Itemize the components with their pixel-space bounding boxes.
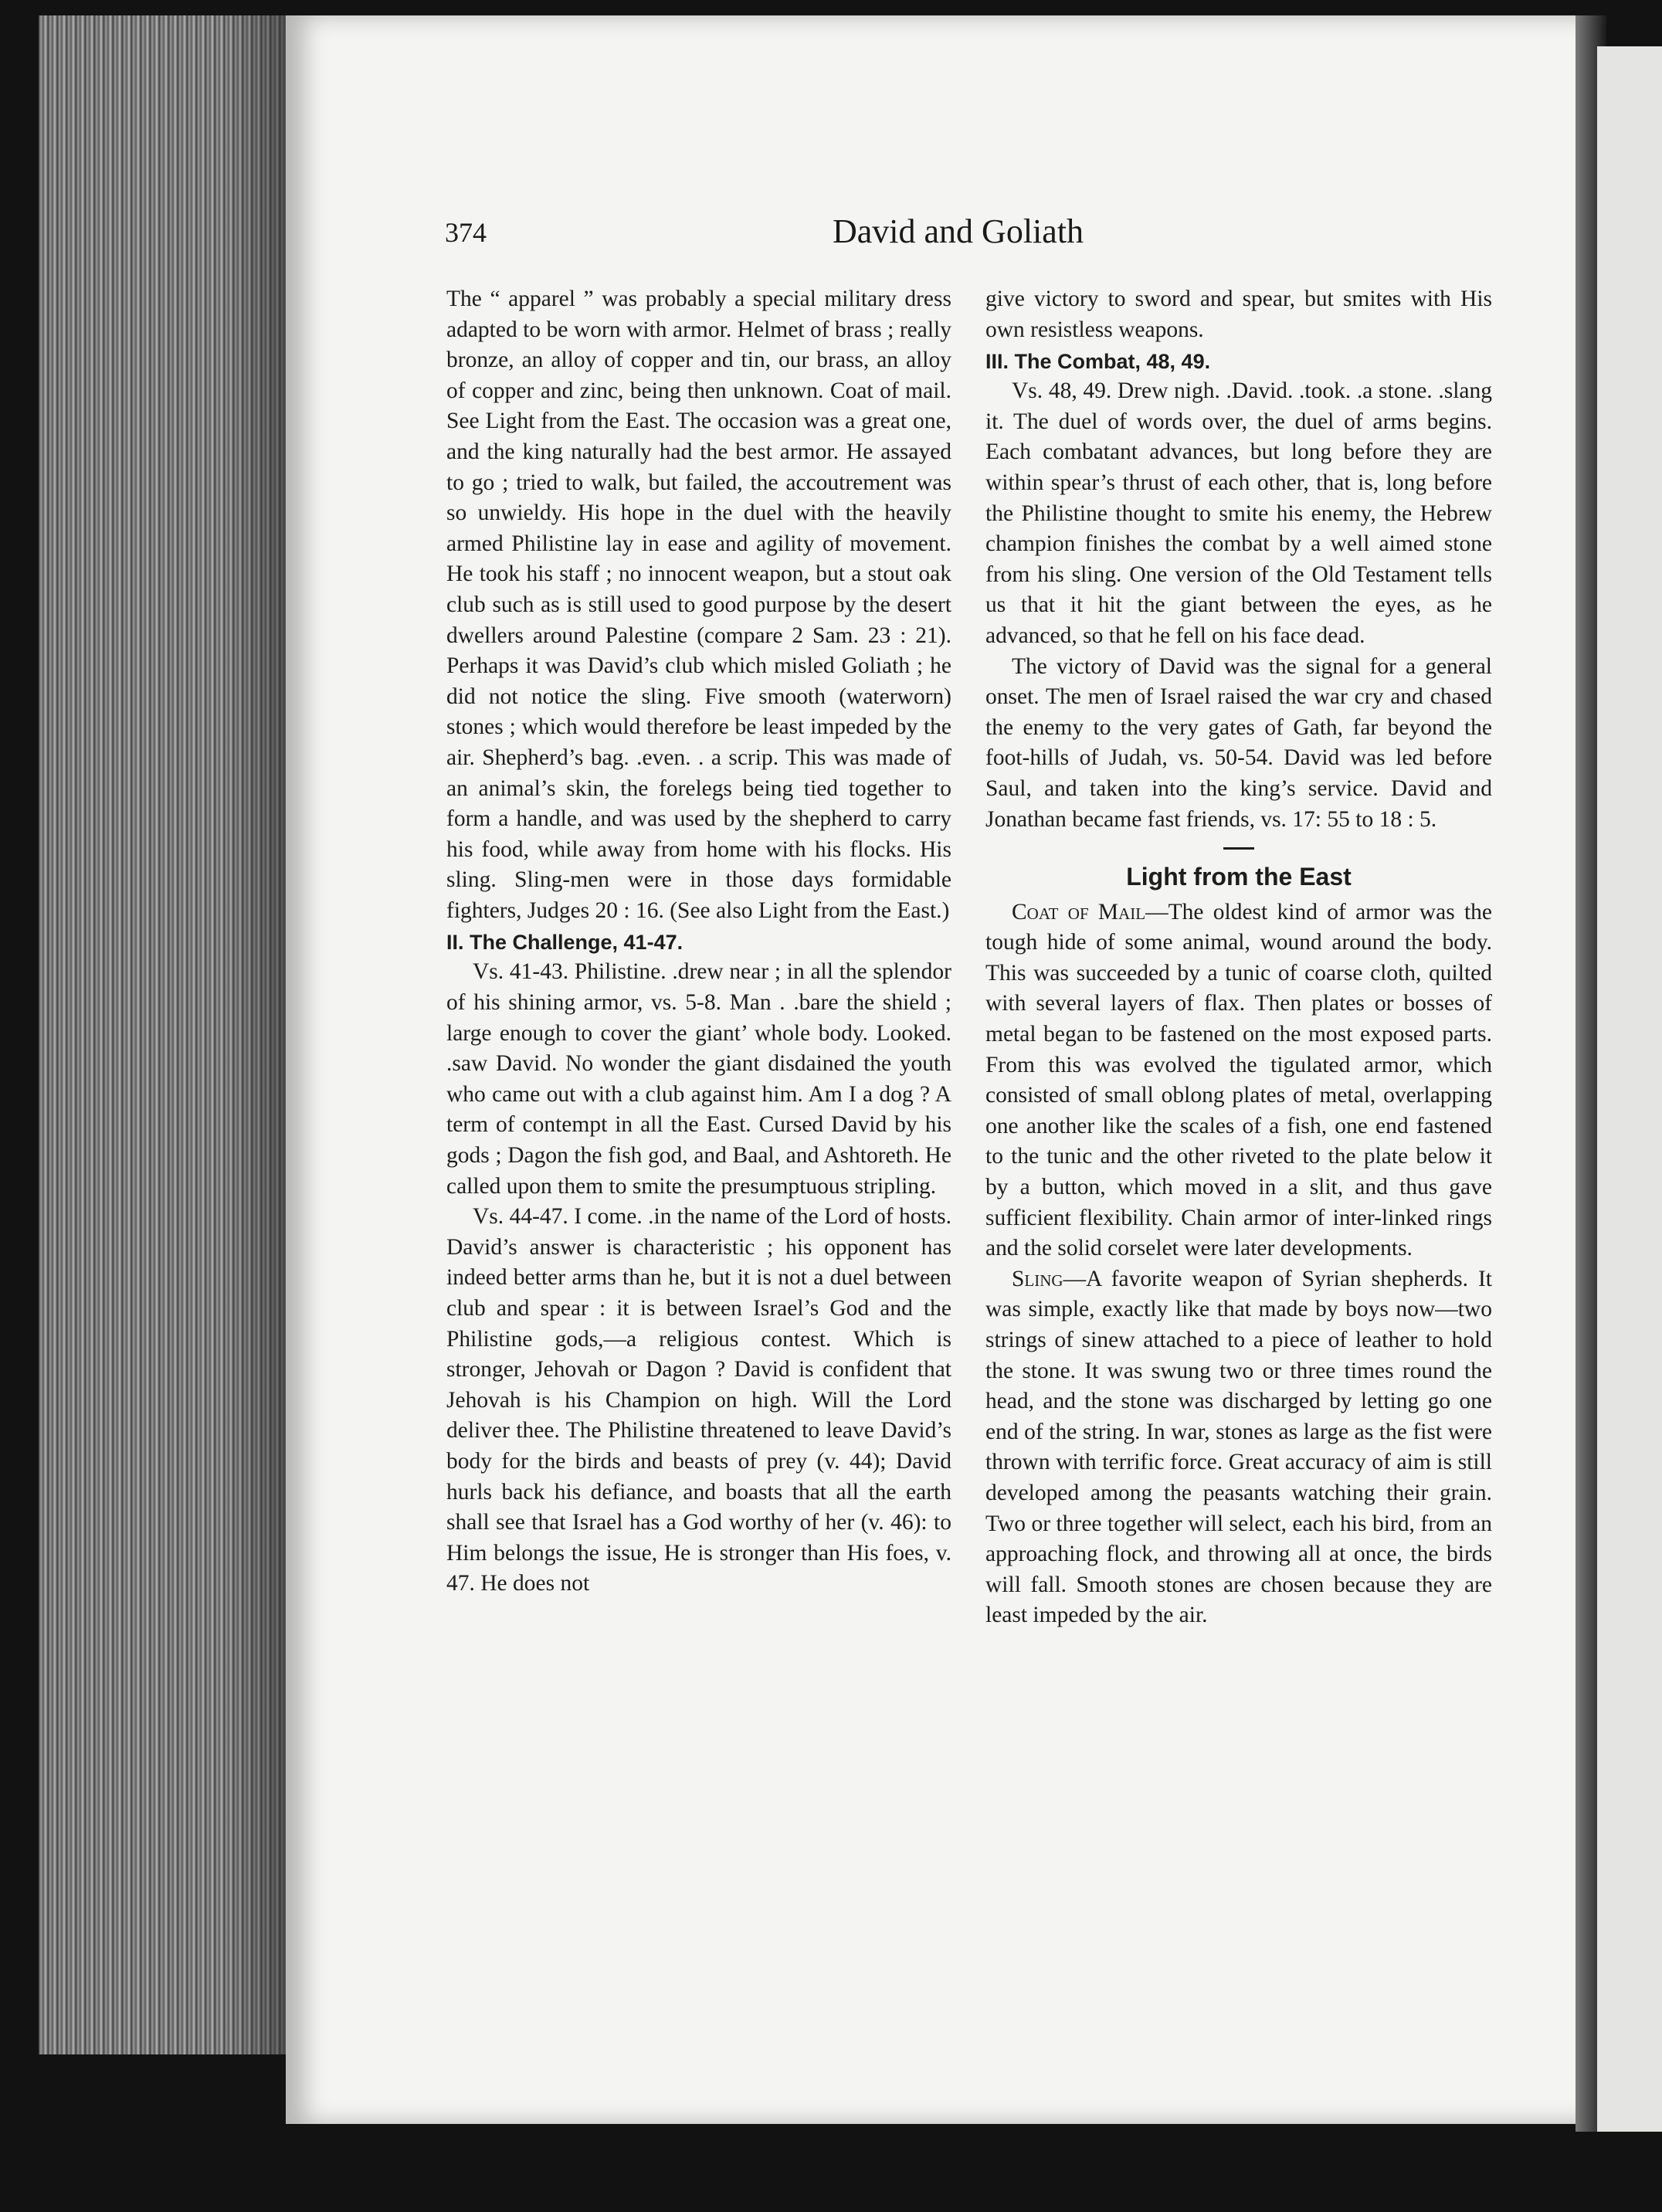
paragraph-coat-of-mail <box>985 897 1492 1264</box>
box-title: Light from the East <box>1126 863 1352 891</box>
lead-term: Sling <box>1012 1266 1063 1291</box>
adjacent-page-edge <box>1597 46 1662 2132</box>
paragraph: Vs. 44-47. I come. .in the name of the Lord of hosts. David’s answer is characteristic ; his opponent has indeed better arms than he, but it is not a duel between club and spear : it is between Israel’s God and the Philistine gods,—a religious contest. Which is stronger, Jehovah or Dagon ? David is confident that Jehovah is his Champion on high. Will the Lord deliver thee. The Philistine threatened to leave David’s body for the birds and beasts of prey (v. 44); David hurls back his defiance, and boasts that all the earth shall see that Israel has a God worthy of her (v. 46): to Him belongs the issue, He is stronger than His foes, v. 47. He does not <box>446 1204 951 1596</box>
paragraph-text: —The oldest kind of armor was the tough hide of some animal, wound around the body. This was succeeded by a tunic of coarse cloth, quilted with several layers of flax. Then plates or bosses of metal began to be fastened on the most exposed parts. From this was evolved the tigulated armor, which consisted of small oblong plates of metal, overlapping one another like the scales of a fish, one end fastened to the tunic and the other riveted to the plate below it by a button, which moved in a slit, and thus gave sufficient flexibility. Chain armor of inter-linked rings and the solid corselet were later developments. <box>985 899 1492 1261</box>
paragraph: Vs. 41-43. Philistine. .drew near ; in all the splendor of his shining armor, vs. 5-8. Man . .bare the shield ; large enough to cover the giant’ whole body. Looked. .saw David. No wonder the giant disdained the youth who came out with a club against him. Am I a dog ? A term of contempt in all the East. Cursed David by his gods ; Dagon the fish god, and Baal, and Ashtoreth. He called upon them to smite the presumptuous stripling. <box>446 959 951 1199</box>
section-heading-combat: III. The Combat, 48, 49. <box>985 350 1211 374</box>
page-number: 374 <box>445 217 487 248</box>
paragraph-text: —A favorite weapon of Syrian shepherds. It was simple, exactly like that made by boys now—two strings of sinew attached to a piece of leather to hold the stone. It was swung two or three times round the head, and the stone was discharged by letting go one end of the string. In war, stones as large as the fist were thrown with terrific force. Great accuracy of aim is still developed among the peasants watching their grain. Two or three together will select, each his bird, from an approaching flock, and throwing all at once, the birds will fall. Smooth stones are chosen because they are least impeded by the air. <box>985 1266 1492 1628</box>
paragraph: The victory of David was the signal for a general onset. The men of Israel raised the war cry and chased the enemy to the very gates of Gath, far beyond the foot-hills of Judah, vs. 50-54. David was led before Saul, and taken into the king’s service. David and Jonathan became fast friends, vs. 17: 55 to 18 : 5. <box>985 653 1492 832</box>
section-divider <box>1223 847 1254 850</box>
paragraph: give victory to sword and spear, but smites with His own resistless weapons. <box>985 287 1492 342</box>
right-column <box>985 284 1492 1631</box>
running-title: David and Goliath <box>833 212 1084 250</box>
left-column <box>446 284 951 1600</box>
paragraph-sling <box>985 1264 1492 1631</box>
page-edge-shadow <box>224 15 286 2054</box>
paragraph: Vs. 48, 49. Drew nigh. .David. .took. .a stone. .slang it. The duel of words over, the duel of arms begins. Each combatant advances, but long before they are within spear’s thrust of each other, that is, long before the Philistine thought to smite his enemy, the Hebrew champion finishes the combat by a well aimed stone from his sling. One version of the Old Testament tells us that it hit the giant between the eyes, as he advanced, so that he fell on his face dead. <box>985 378 1492 648</box>
section-heading-challenge: II. The Challenge, 41-47. <box>446 931 683 955</box>
lead-term: Coat of Mail <box>1012 899 1146 924</box>
paragraph: The “ apparel ” was probably a special military dress adapted to be worn with armor. Helmet of brass ; really bronze, an alloy of copper and tin, our brass, an alloy of copper and zinc, being then unknown. Coat of mail. See Light from the East. The occasion was a great one, and the king naturally had the best armor. He assayed to go ; tried to walk, but failed, the accoutrement was so unwieldy. His hope in the duel with the heavily armed Philistine lay in ease and agility of movement. He took his staff ; no innocent weapon, but a stout oak club such as is still used to good purpose by the desert dwellers around Palestine (compare 2 Sam. 23 : 21). Perhaps it was David’s club which misled Goliath ; he did not notice the sling. Five smooth (waterworn) stones ; which would therefore be least impeded by the air. Shepherd’s bag. .even. . a scrip. This was made of an animal’s skin, the forelegs being tied together to form a handle, and was used by the shepherd to carry his food, while away from home with his flocks. His sling. Sling-men were in those days formidable fighters, Judges 20 : 16. (See also Light from the East.) <box>446 287 951 923</box>
